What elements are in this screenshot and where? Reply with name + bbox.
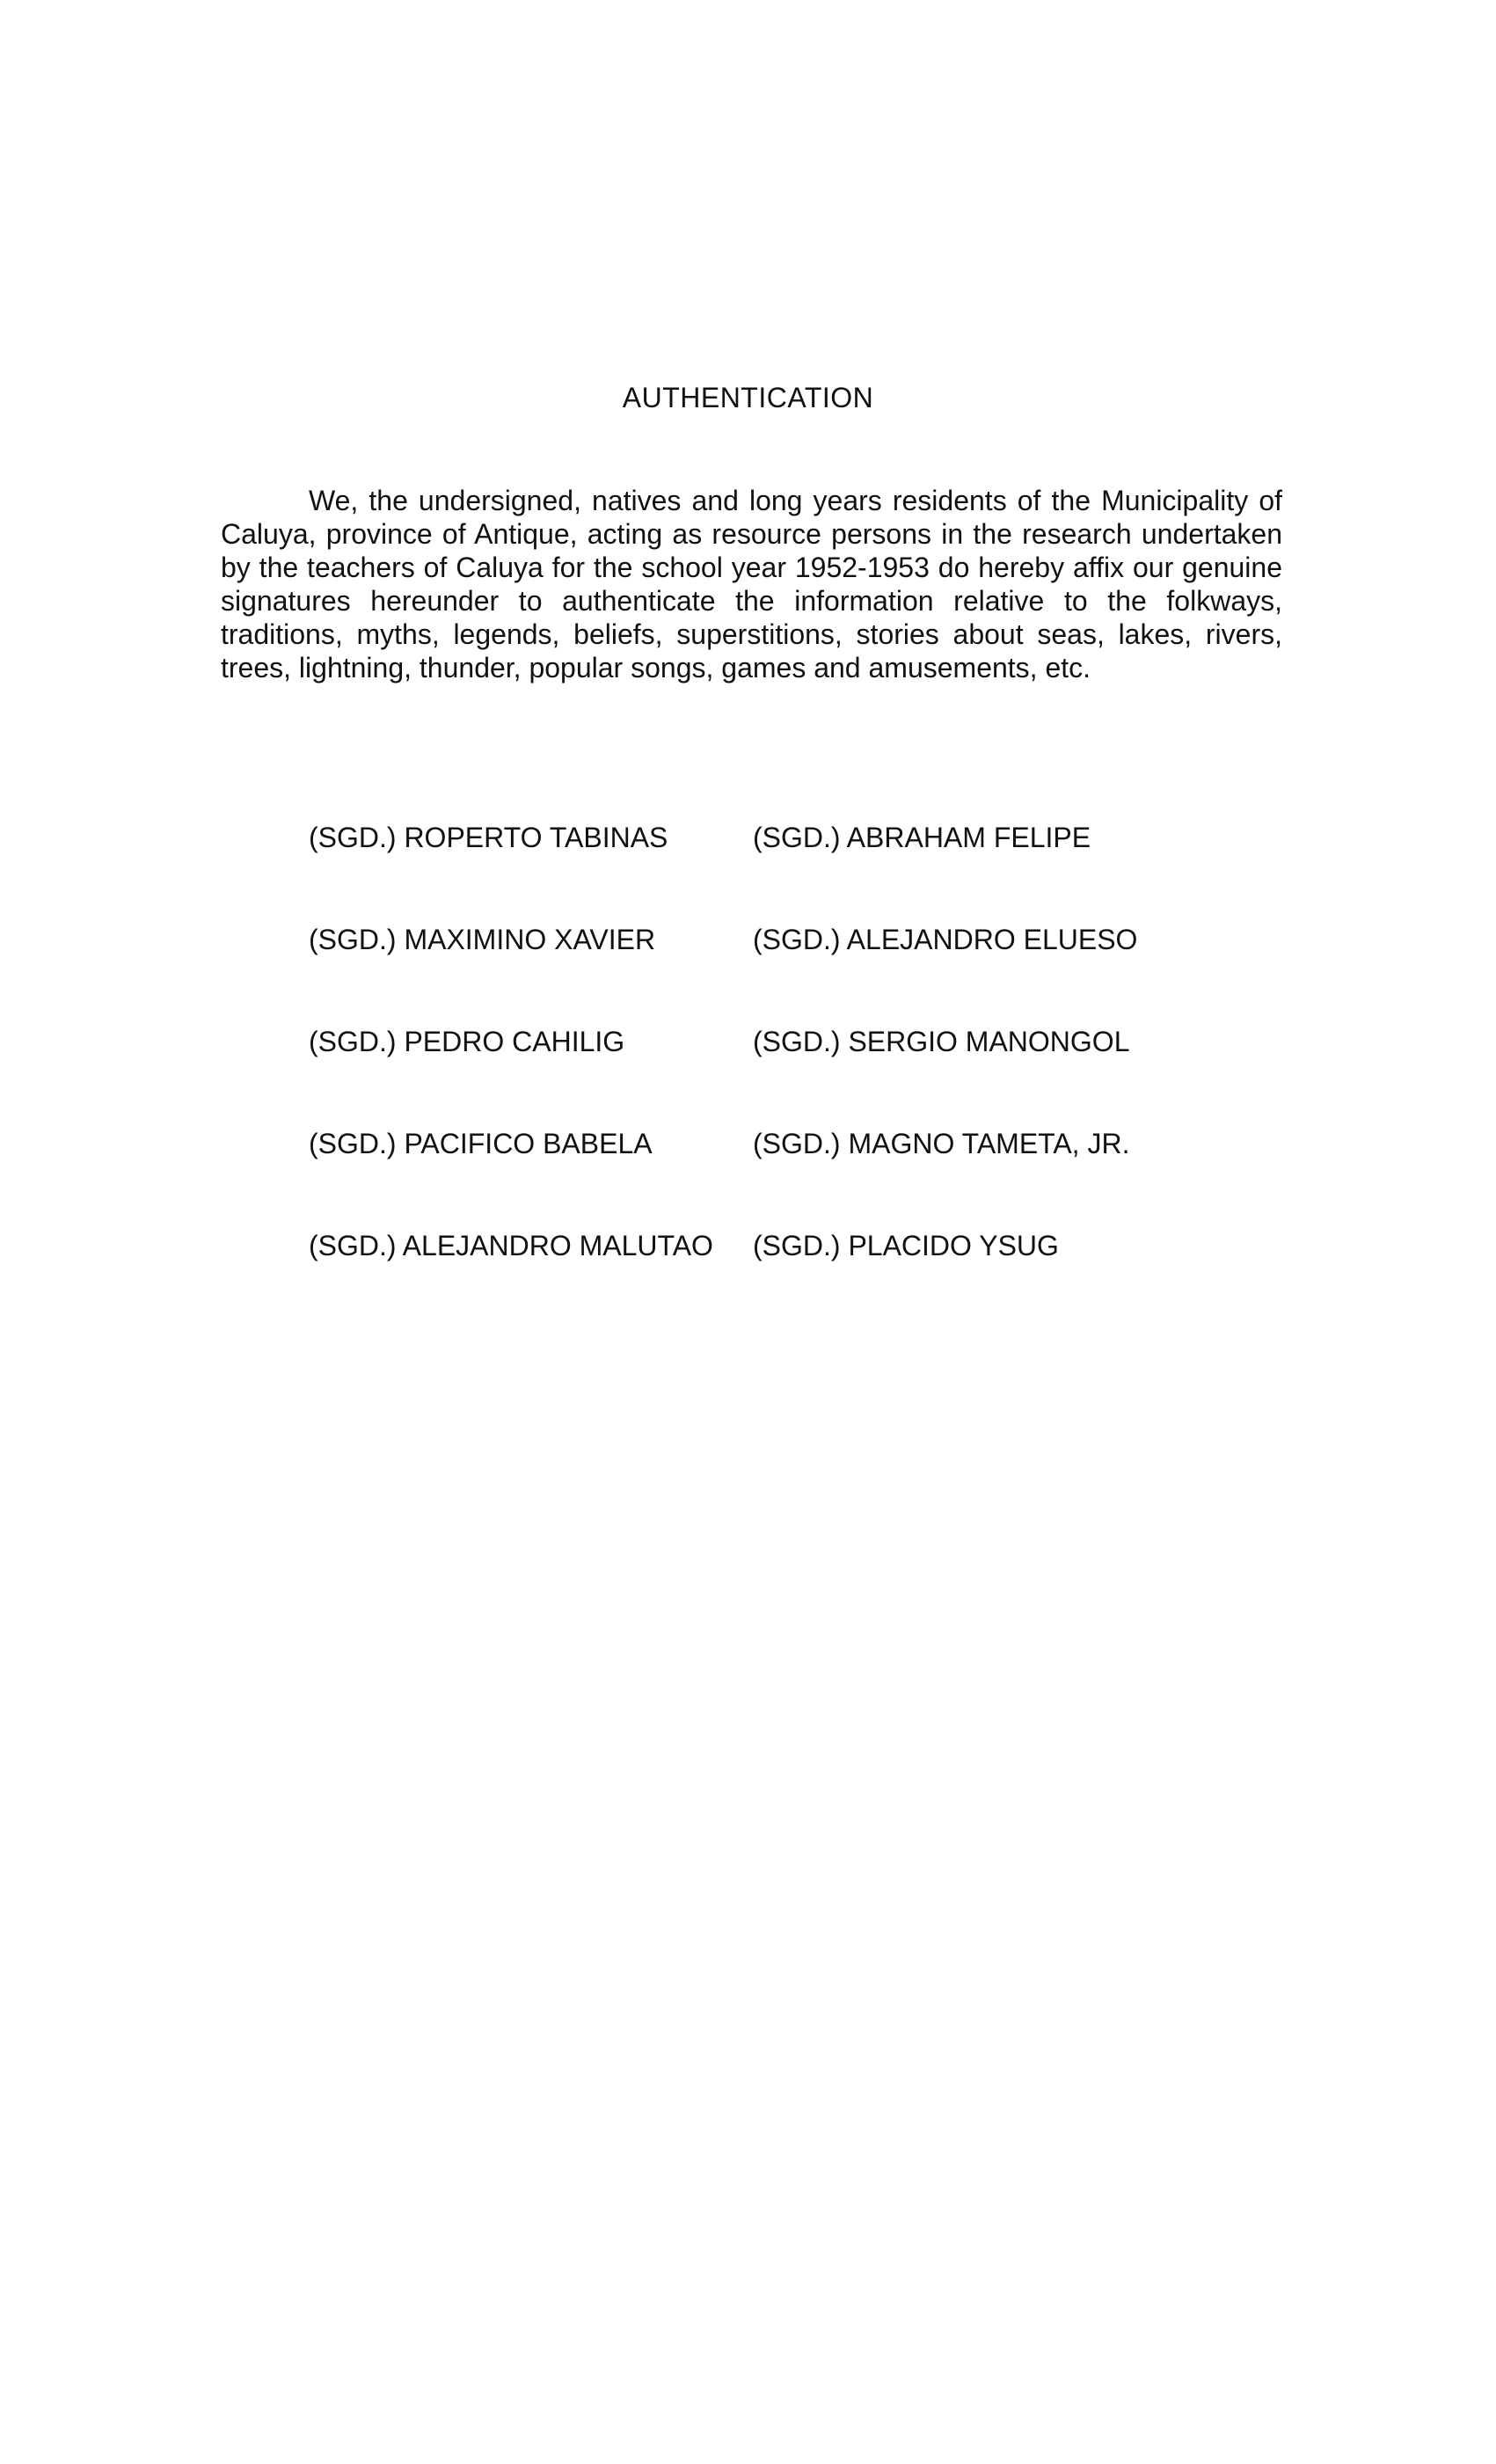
signatory-row: [309, 1024, 1276, 1126]
signatory-name: (SGD.) MAGNO TAMETA, JR.: [753, 1128, 1130, 1159]
signatory-name: (SGD.) PLACIDO YSUG: [753, 1230, 1059, 1261]
signatory-name: (SGD.) MAXIMINO XAVIER: [309, 924, 656, 955]
signatory-name: (SGD.) ABRAHAM FELIPE: [753, 822, 1091, 853]
signatory-name: (SGD.) ALEJANDRO MALUTAO: [309, 1230, 713, 1261]
signatory-name: (SGD.) PACIFICO BABELA: [309, 1128, 653, 1159]
signatory-row: [309, 820, 1276, 922]
signatory-name: (SGD.) PEDRO CAHILIG: [309, 1026, 625, 1057]
signatory-row: [309, 922, 1276, 1024]
page-title: AUTHENTICATION: [622, 382, 874, 413]
authentication-paragraph: We, the undersigned, natives and long years residents of the Municipality of Caluya, province of Antique, acting as resource persons in the research undertaken by the teachers of Caluya for the school year 1952-1953 do hereby affix our genuine signatures hereunder to authenticate the information relative to the folkways, traditions, myths, legends, beliefs, superstitions, stories about seas, lakes, rivers, trees, lightning, thunder, popular songs, games and amusements, etc.: [221, 485, 1282, 684]
signatory-name: (SGD.) SERGIO MANONGOL: [753, 1026, 1130, 1057]
signatory-row: [309, 1228, 1276, 1330]
signatory-name: (SGD.) ROPERTO TABINAS: [309, 822, 668, 853]
signatory-name: (SGD.) ALEJANDRO ELUESO: [753, 924, 1138, 955]
signatory-list: [309, 820, 1276, 1330]
signatory-row: [309, 1126, 1276, 1228]
